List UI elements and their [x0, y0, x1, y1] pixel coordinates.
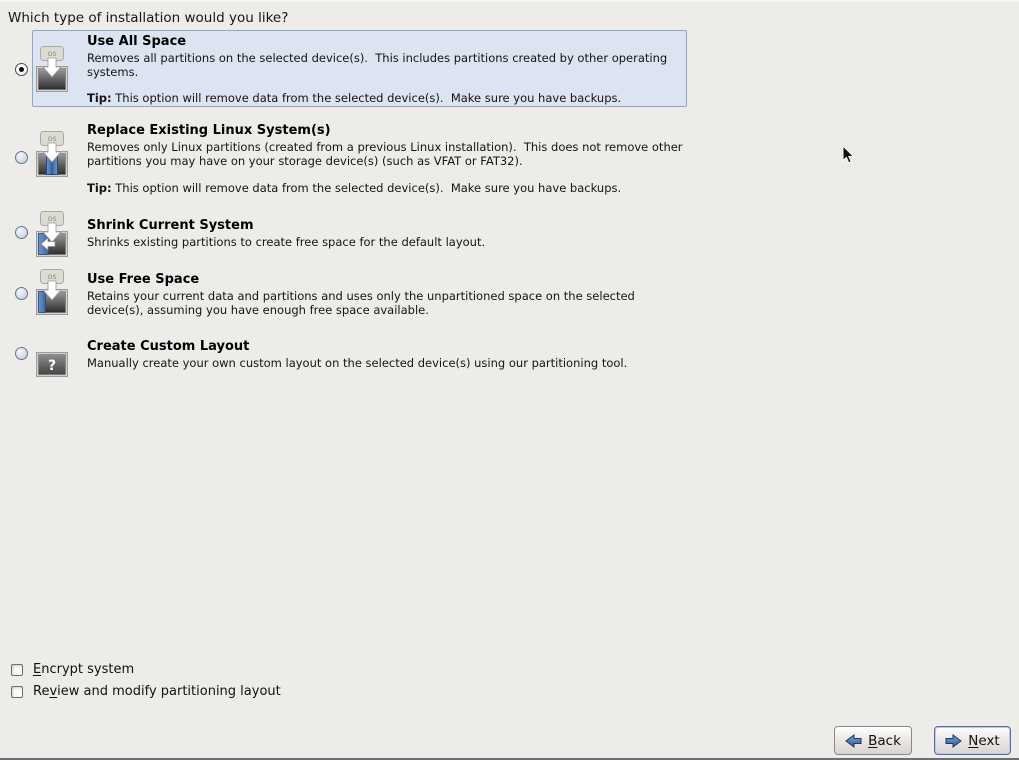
- option-use-all-space[interactable]: [14, 30, 690, 108]
- tip-text: This option will remove data from the selected device(s). Make sure you have backups.: [111, 91, 622, 105]
- option-create-custom-layout[interactable]: [14, 334, 690, 380]
- tip-text: This option will remove data from the selected device(s). Make sure you have backups.: [111, 181, 622, 195]
- disk-free-space-icon: [36, 269, 68, 316]
- radio-shrink-current-system[interactable]: [15, 226, 28, 239]
- tip-label: Tip:: [87, 181, 112, 195]
- svg-text:os: os: [47, 134, 57, 143]
- option-title: Create Custom Layout: [87, 339, 250, 354]
- radio-use-free-space[interactable]: [15, 287, 28, 300]
- custom-layout-question-icon: [36, 352, 68, 377]
- radio-create-custom-layout[interactable]: [15, 347, 28, 360]
- checkbox-label: Encrypt system: [33, 662, 135, 677]
- option-use-free-space[interactable]: [14, 264, 690, 318]
- svg-text:?: ?: [47, 358, 57, 374]
- mouse-cursor: [842, 145, 855, 165]
- back-button[interactable]: [834, 726, 912, 755]
- option-title: Use All Space: [87, 34, 187, 49]
- option-title: Use Free Space: [87, 272, 200, 287]
- tip-label: Tip:: [87, 91, 112, 105]
- option-shrink-current-system[interactable]: [14, 210, 690, 260]
- svg-text:os: os: [47, 272, 57, 281]
- svg-text:os: os: [47, 214, 57, 223]
- radio-replace-existing-linux[interactable]: [15, 151, 28, 164]
- option-title: Replace Existing Linux System(s): [87, 123, 331, 138]
- next-button-label: Next: [968, 732, 1000, 749]
- option-description: Retains your current data and partitions and uses only the unpartitioned space on the selected device(s), assuming you have enough free space available.: [87, 289, 639, 317]
- page-title: Which type of installation would you like?: [8, 10, 289, 26]
- checkbox-review-partitioning[interactable]: [11, 686, 23, 698]
- option-tip: [87, 91, 683, 105]
- disk-erase-all-icon: [36, 46, 68, 93]
- disk-replace-linux-icon: [36, 131, 68, 178]
- radio-use-all-space[interactable]: [15, 63, 28, 76]
- option-description: Manually create your own custom layout on the selected device(s) using our partitioning tool.: [87, 356, 628, 370]
- option-description: Removes all partitions on the selected device(s). This includes partitions created by other operating systems.: [87, 51, 671, 79]
- next-button[interactable]: [934, 726, 1011, 755]
- svg-text:os: os: [47, 49, 57, 58]
- option-description: Shrinks existing partitions to create free space for the default layout.: [87, 235, 486, 249]
- option-description: Removes only Linux partitions (created from a previous Linux installation). This does not remove other partitions you may have on your storage device(s) (such as VFAT or FAT32).: [87, 140, 687, 168]
- checkbox-encrypt-system[interactable]: [11, 664, 23, 676]
- back-button-label: Back: [868, 732, 901, 749]
- next-arrow-icon: [945, 734, 962, 748]
- screen-top-edge: [0, 0, 1019, 2]
- option-replace-existing-linux[interactable]: [14, 118, 690, 200]
- back-arrow-icon: [845, 734, 862, 748]
- option-title: Shrink Current System: [87, 218, 254, 233]
- option-tip: [87, 181, 683, 195]
- disk-shrink-icon: [36, 211, 68, 258]
- checkbox-label: Review and modify partitioning layout: [33, 684, 281, 699]
